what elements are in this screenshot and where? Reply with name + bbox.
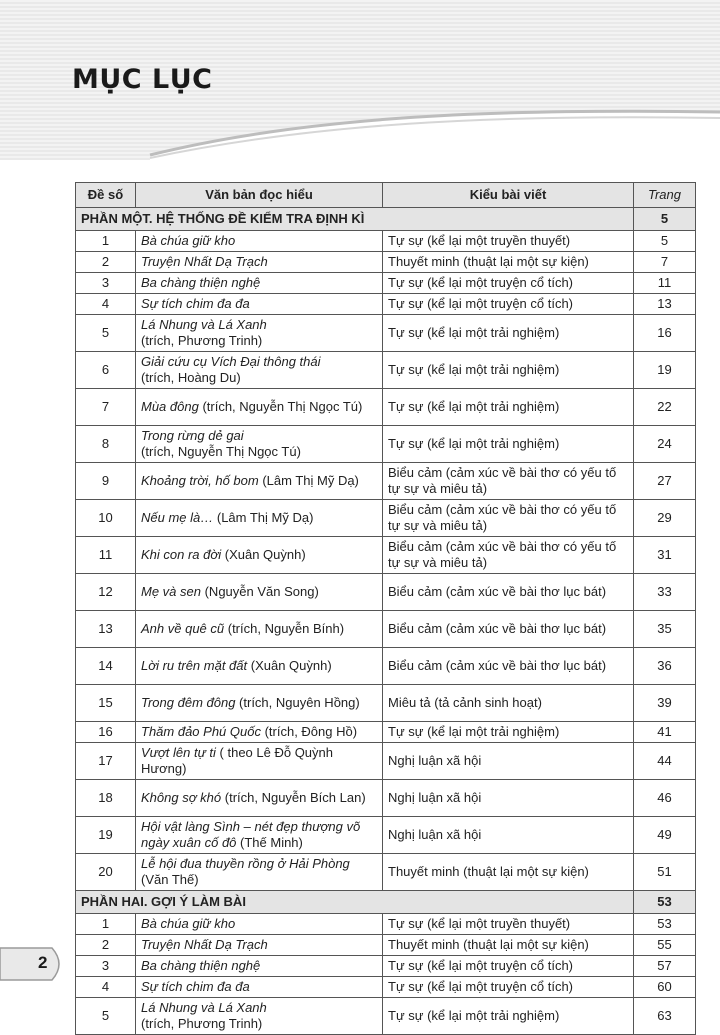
table-row (76, 352, 696, 389)
entry-title: Anh về quê cũ (141, 621, 225, 636)
entry-writing-type: Biểu cảm (cảm xúc về bài thơ lục bát) (383, 648, 634, 685)
entry-page: 39 (634, 685, 696, 722)
entry-author: (trích, Đông Hồ) (260, 724, 358, 739)
entry-number: 16 (76, 722, 136, 743)
entry-reading-text (136, 500, 383, 537)
entry-title: Ba chàng thiện nghệ (141, 275, 261, 290)
entry-number: 3 (76, 956, 136, 977)
page-title: MỤC LỤC (72, 64, 213, 95)
col-header-page: Trang (634, 183, 696, 208)
entry-writing-type: Thuyết minh (thuật lại một sự kiện) (383, 854, 634, 891)
entry-title: Sự tích chim đa đa (141, 979, 250, 994)
table-row (76, 574, 696, 611)
entry-writing-type: Miêu tả (tả cảnh sinh hoạt) (383, 685, 634, 722)
section-page: 53 (634, 891, 696, 914)
entry-number: 14 (76, 648, 136, 685)
entry-writing-type: Biểu cảm (cảm xúc về bài thơ có yếu tố tự sự và miêu tả) (383, 500, 634, 537)
table-row (76, 252, 696, 273)
col-header-writing-type: Kiểu bài viết (383, 183, 634, 208)
table-row (76, 914, 696, 935)
entry-writing-type: Tự sự (kể lại một trải nghiệm) (383, 352, 634, 389)
entry-writing-type: Nghị luận xã hội (383, 743, 634, 780)
entry-page: 24 (634, 426, 696, 463)
entry-author: (trích, Hoàng Du) (141, 370, 241, 385)
entry-author: (Lâm Thị Mỹ Dạ) (258, 473, 359, 488)
entry-reading-text (136, 352, 383, 389)
table-row (76, 463, 696, 500)
entry-reading-text (136, 685, 383, 722)
entry-author: (trích, Nguyên Hồng) (235, 695, 360, 710)
entry-page: 53 (634, 914, 696, 935)
entry-number: 18 (76, 780, 136, 817)
page-number-tab (0, 946, 70, 982)
entry-author: (trích, Phương Trinh) (141, 1016, 263, 1031)
entry-number: 19 (76, 817, 136, 854)
entry-writing-type: Tự sự (kể lại một trải nghiệm) (383, 389, 634, 426)
entry-page: 33 (634, 574, 696, 611)
entry-number: 2 (76, 935, 136, 956)
entry-author: (trích, Phương Trinh) (141, 333, 263, 348)
section-label: PHẦN HAI. GỢI Ý LÀM BÀI (76, 891, 634, 914)
entry-number: 1 (76, 231, 136, 252)
entry-title: Bà chúa giữ kho (141, 233, 236, 248)
entry-page: 44 (634, 743, 696, 780)
table-row (76, 231, 696, 252)
entry-number: 20 (76, 854, 136, 891)
table-row (76, 685, 696, 722)
entry-author: (Văn Thế) (141, 872, 199, 887)
entry-writing-type: Tự sự (kể lại một trải nghiệm) (383, 426, 634, 463)
entry-title: Khoảng trời, hố bom (141, 473, 259, 488)
entry-page: 49 (634, 817, 696, 854)
table-row (76, 977, 696, 998)
entry-title: Truyện Nhất Dạ Trạch (141, 937, 268, 952)
section-row (76, 208, 696, 231)
entry-writing-type: Nghị luận xã hội (383, 780, 634, 817)
col-header-reading-text: Văn bản đọc hiểu (136, 183, 383, 208)
entry-reading-text (136, 743, 383, 780)
entry-number: 9 (76, 463, 136, 500)
entry-writing-type: Tự sự (kể lại một truyện cổ tích) (383, 977, 634, 998)
entry-reading-text (136, 648, 383, 685)
entry-writing-type: Biểu cảm (cảm xúc về bài thơ có yếu tố tự sự và miêu tả) (383, 537, 634, 574)
entry-page: 22 (634, 389, 696, 426)
table-row (76, 780, 696, 817)
entry-number: 8 (76, 426, 136, 463)
entry-writing-type: Tự sự (kể lại một trải nghiệm) (383, 722, 634, 743)
table-row (76, 743, 696, 780)
entry-number: 12 (76, 574, 136, 611)
entry-title: Giải cứu cụ Vích Đại thông thái (141, 354, 321, 369)
entry-reading-text (136, 914, 383, 935)
entry-page: 60 (634, 977, 696, 998)
table-row (76, 426, 696, 463)
table-header-row (76, 183, 696, 208)
table-row (76, 648, 696, 685)
entry-writing-type: Biểu cảm (cảm xúc về bài thơ lục bát) (383, 611, 634, 648)
entry-author: (trích, Nguyễn Thị Ngọc Tú) (198, 399, 363, 414)
entry-author: (trích, Nguyễn Thị Ngọc Tú) (141, 444, 301, 459)
entry-title: Trong đêm đông (141, 695, 236, 710)
table-row (76, 315, 696, 352)
section-label: PHẦN MỘT. HỆ THỐNG ĐỀ KIỂM TRA ĐỊNH KÌ (76, 208, 634, 231)
entry-reading-text (136, 537, 383, 574)
entry-writing-type: Tự sự (kể lại một truyện cổ tích) (383, 273, 634, 294)
entry-number: 5 (76, 315, 136, 352)
entry-number: 15 (76, 685, 136, 722)
entry-page: 11 (634, 273, 696, 294)
entry-reading-text (136, 463, 383, 500)
table-row (76, 722, 696, 743)
entry-page: 63 (634, 998, 696, 1035)
table-row (76, 956, 696, 977)
entry-reading-text (136, 273, 383, 294)
entry-reading-text (136, 817, 383, 854)
table-row (76, 537, 696, 574)
entry-writing-type: Tự sự (kể lại một truyền thuyết) (383, 914, 634, 935)
entry-reading-text (136, 780, 383, 817)
entry-reading-text (136, 574, 383, 611)
entry-title: Truyện Nhất Dạ Trạch (141, 254, 268, 269)
entry-writing-type: Tự sự (kể lại một truyền thuyết) (383, 231, 634, 252)
entry-reading-text (136, 956, 383, 977)
entry-title: Mẹ và sen (141, 584, 201, 599)
entry-writing-type: Tự sự (kể lại một truyện cổ tích) (383, 294, 634, 315)
entry-reading-text (136, 389, 383, 426)
entry-title: Lá Nhung và Lá Xanh (141, 1000, 267, 1015)
section-page: 5 (634, 208, 696, 231)
entry-reading-text (136, 722, 383, 743)
entry-author: (trích, Nguyễn Bích Lan) (221, 790, 366, 805)
entry-number: 3 (76, 273, 136, 294)
entry-number: 5 (76, 998, 136, 1035)
entry-number: 11 (76, 537, 136, 574)
entry-page: 57 (634, 956, 696, 977)
entry-author: ( theo Lê Đỗ Quỳnh Hương) (141, 745, 333, 776)
entry-title: Lễ hội đua thuyền rồng ở Hải Phòng (141, 856, 350, 871)
entry-title: Khi con ra đời (141, 547, 222, 562)
table-row (76, 817, 696, 854)
entry-title: Bà chúa giữ kho (141, 916, 236, 931)
entry-page: 27 (634, 463, 696, 500)
entry-number: 4 (76, 977, 136, 998)
entry-reading-text (136, 231, 383, 252)
entry-reading-text (136, 252, 383, 273)
entry-author: (Xuân Quỳnh) (247, 658, 332, 673)
entry-number: 6 (76, 352, 136, 389)
toc-table-container (75, 182, 695, 1035)
entry-writing-type: Tự sự (kể lại một truyện cổ tích) (383, 956, 634, 977)
entry-reading-text (136, 294, 383, 315)
entry-number: 1 (76, 914, 136, 935)
entry-author: (trích, Nguyễn Bính) (224, 621, 345, 636)
entry-page: 46 (634, 780, 696, 817)
entry-title: Trong rừng dẻ gai (141, 428, 244, 443)
entry-writing-type: Tự sự (kể lại một trải nghiệm) (383, 998, 634, 1035)
entry-writing-type: Biểu cảm (cảm xúc về bài thơ lục bát) (383, 574, 634, 611)
entry-writing-type: Biểu cảm (cảm xúc về bài thơ có yếu tố tự sự và miêu tả) (383, 463, 634, 500)
entry-page: 5 (634, 231, 696, 252)
toc-table (75, 182, 696, 1035)
entry-writing-type: Thuyết minh (thuật lại một sự kiện) (383, 935, 634, 956)
entry-reading-text (136, 315, 383, 352)
entry-title: Vượt lên tự ti (141, 745, 216, 760)
entry-writing-type: Tự sự (kể lại một trải nghiệm) (383, 315, 634, 352)
entry-title: Không sợ khó (141, 790, 222, 805)
table-row (76, 854, 696, 891)
entry-title: Nếu mẹ là… (141, 510, 214, 525)
entry-title: Lời ru trên mặt đất (141, 658, 248, 673)
entry-page: 41 (634, 722, 696, 743)
entry-reading-text (136, 854, 383, 891)
entry-author: (Xuân Quỳnh) (221, 547, 306, 562)
entry-title: Thăm đảo Phú Quốc (141, 724, 261, 739)
section-row (76, 891, 696, 914)
entry-number: 13 (76, 611, 136, 648)
table-row (76, 935, 696, 956)
table-row (76, 500, 696, 537)
entry-number: 2 (76, 252, 136, 273)
entry-title: Hội vật làng Sình – nét đẹp thượng võ ngày xuân cố đô (141, 819, 361, 850)
entry-page: 55 (634, 935, 696, 956)
entry-reading-text (136, 998, 383, 1035)
entry-page: 7 (634, 252, 696, 273)
entry-page: 36 (634, 648, 696, 685)
entry-title: Lá Nhung và Lá Xanh (141, 317, 267, 332)
entry-number: 7 (76, 389, 136, 426)
toc-body (76, 208, 696, 1035)
entry-page: 13 (634, 294, 696, 315)
col-header-number: Đề số (76, 183, 136, 208)
table-row (76, 998, 696, 1035)
entry-writing-type: Nghị luận xã hội (383, 817, 634, 854)
entry-reading-text (136, 935, 383, 956)
entry-number: 17 (76, 743, 136, 780)
entry-title: Ba chàng thiện nghệ (141, 958, 261, 973)
entry-page: 35 (634, 611, 696, 648)
entry-page: 16 (634, 315, 696, 352)
entry-title: Sự tích chim đa đa (141, 296, 250, 311)
entry-page: 19 (634, 352, 696, 389)
table-row (76, 389, 696, 426)
entry-author: (Lâm Thị Mỹ Dạ) (213, 510, 314, 525)
page-number: 2 (38, 953, 48, 972)
entry-writing-type: Thuyết minh (thuật lại một sự kiện) (383, 252, 634, 273)
table-row (76, 273, 696, 294)
entry-page: 29 (634, 500, 696, 537)
entry-title: Mùa đông (141, 399, 199, 414)
entry-page: 51 (634, 854, 696, 891)
entry-author: (Thế Minh) (236, 835, 303, 850)
entry-reading-text (136, 977, 383, 998)
entry-page: 31 (634, 537, 696, 574)
entry-number: 10 (76, 500, 136, 537)
table-row (76, 611, 696, 648)
entry-number: 4 (76, 294, 136, 315)
entry-reading-text (136, 611, 383, 648)
entry-author: (Nguyễn Văn Song) (200, 584, 319, 599)
table-row (76, 294, 696, 315)
entry-reading-text (136, 426, 383, 463)
